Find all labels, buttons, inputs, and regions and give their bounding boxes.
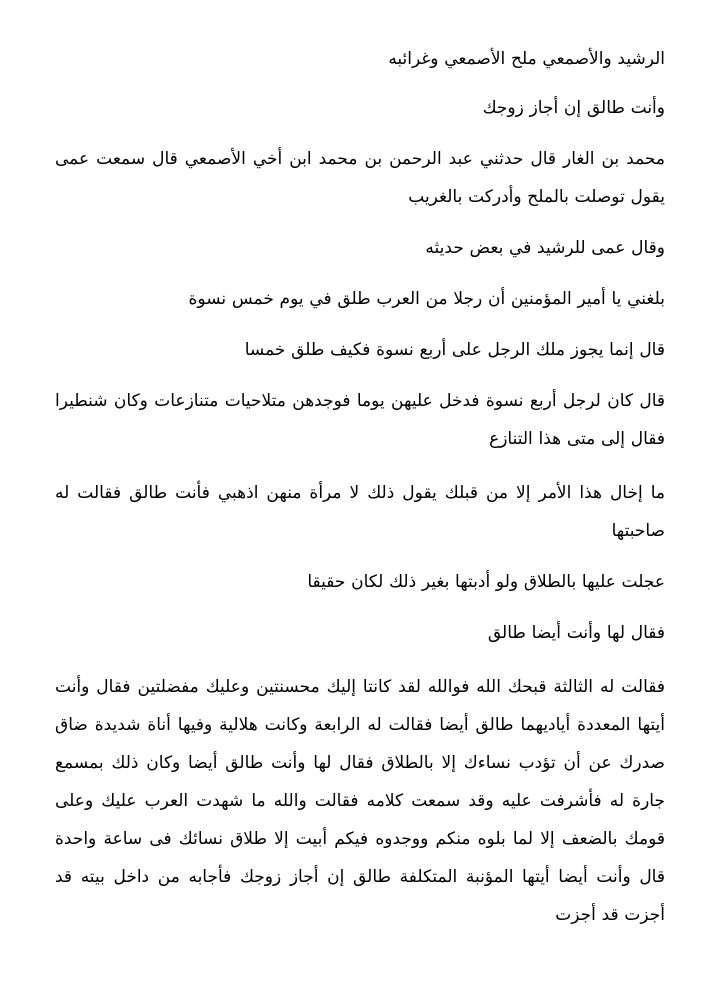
paragraph: فقالت له الثالثة قبحك الله فوالله لقد كانتا إليك محسنتين وعليك مفضلتين فقال وأنت أيتها المعددة أياديهما طالق أيضا فقالت له الرابعة وكانت هلالية وفيها أناة شديدة ضاق صدرك عن أن تؤدب نساءك إلا بالطلاق فقال لها وأنت طالق أيضا وكان ذلك بمسمع جارة له فأشرفت عليه وقد سمعت كلامه فقالت والله ما شهدت العرب عليك وعلى قومك بالضعف إلا لما بلوه منكم ووجدوه فيكم أبيت إلا طلاق نسائك فى ساعة واحدة قال وأنت أيضا أيتها المؤنبة المتكلفة طالق إن أجاز زوجك فأجابه من داخل بيته قد أجزت قد أجزت (55, 677, 665, 924)
paragraph: قال كان لرجل أربع نسوة فدخل عليهن يوما فوجدهن متلاحيات متنازعات وكان شنطيرا فقال إلى متى هذا التنازع (55, 391, 665, 448)
paragraph: وقال عمى للرشيد في بعض حديثه (425, 238, 665, 257)
paragraph: محمد بن الغار قال حدثني عبد الرحمن بن محمد ابن أخي الأصمعي قال سمعت عمى يقول توصلت بالملح وأدركت بالغريب (55, 149, 665, 206)
document-title: الرشيد والأصمعي ملح الأصمعي وغرائبه (388, 49, 665, 68)
paragraph: فقال لها وأنت أيضا طالق (487, 623, 665, 642)
paragraph: بلغني يا أمير المؤمنين أن رجلا من العرب طلق في يوم خمس نسوة (188, 289, 665, 308)
paragraph: ما إخال هذا الأمر إلا من قبلك يقول ذلك لا مرأة منهن اذهبي فأنت طالق فقالت له صاحبتها (55, 483, 665, 540)
paragraph: وأنت طالق إن أجاز زوجك (482, 98, 665, 117)
paragraph: قال إنما يجوز ملك الرجل على أربع نسوة فكيف طلق خمسا (244, 340, 665, 359)
paragraph: عجلت عليها بالطلاق ولو أدبتها بغير ذلك لكان حقيقا (307, 572, 665, 591)
